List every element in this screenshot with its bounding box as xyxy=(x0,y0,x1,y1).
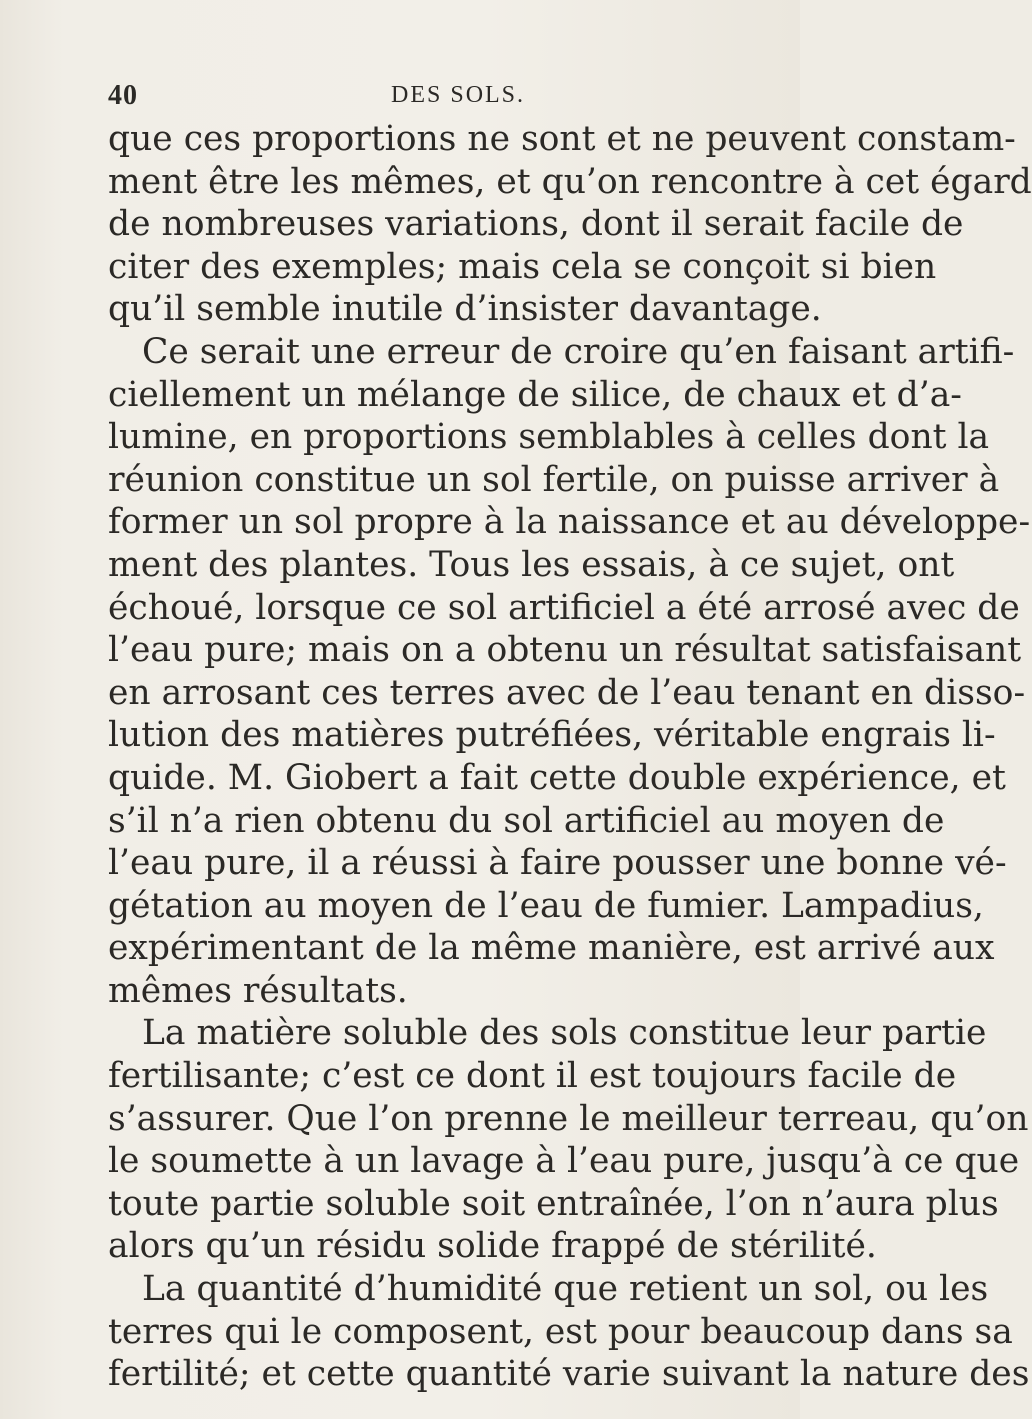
text-line: ciellement un mélange de silice, de chaux et d’a- xyxy=(108,374,962,415)
text-line: quide. M. Giobert a fait cette double expérience, et xyxy=(108,757,1006,798)
text-line: l’eau pure; mais on a obtenu un résultat satisfaisant xyxy=(108,630,1022,671)
text-line: réunion constitue un sol fertile, on puisse arriver à xyxy=(108,459,1000,500)
text-line: toute partie soluble soit entraînée, l’on n’aura plus xyxy=(108,1183,999,1224)
text-line: lumine, en proportions semblables à celles dont la xyxy=(108,417,990,458)
text-line: en arrosant ces terres avec de l’eau tenant en disso- xyxy=(108,672,1026,713)
text-line: fertilité; et cette quantité varie suivant la nature des xyxy=(108,1354,1030,1395)
text-line: La matière soluble des sols constitue leur partie xyxy=(142,1013,987,1054)
text-line: terres qui le composent, est pour beaucoup dans sa xyxy=(108,1311,1013,1352)
text-line: s’assurer. Que l’on prenne le meilleur terreau, qu’on xyxy=(108,1098,1029,1139)
page-header xyxy=(108,76,708,116)
running-head: DES SOLS. xyxy=(391,82,526,108)
text-line: citer des exemples; mais cela se conçoit si bien xyxy=(108,246,937,287)
text-line: La quantité d’humidité que retient un sol, ou les xyxy=(142,1269,989,1310)
text-line: mêmes résultats. xyxy=(108,970,408,1011)
text-line: Ce serait une erreur de croire qu’en faisant artifi- xyxy=(142,331,1015,372)
text-line: gétation au moyen de l’eau de fumier. Lampadius, xyxy=(108,885,984,926)
page-number: 40 xyxy=(108,80,138,111)
text-line: s’il n’a rien obtenu du sol artificiel au moyen de xyxy=(108,800,945,841)
text-line: l’eau pure, il a réussi à faire pousser une bonne vé- xyxy=(108,843,1007,884)
text-line: qu’il semble inutile d’insister davantage. xyxy=(108,289,822,330)
text-line: expérimentant de la même manière, est arrivé aux xyxy=(108,928,995,969)
text-line: lution des matières putréfiées, véritable engrais li- xyxy=(108,715,996,756)
text-line: former un sol propre à la naissance et au développe- xyxy=(108,502,1031,543)
text-line: ment des plantes. Tous les essais, à ce sujet, ont xyxy=(108,544,955,585)
text-line: alors qu’un résidu solide frappé de stérilité. xyxy=(108,1226,877,1267)
text-line: ment être les mêmes, et qu’on rencontre à cet égard xyxy=(108,161,1032,202)
text-line: de nombreuses variations, dont il serait facile de xyxy=(108,204,964,245)
text-line: que ces proportions ne sont et ne peuvent constam- xyxy=(108,119,1016,159)
text-line: fertilisante; c’est ce dont il est toujours facile de xyxy=(108,1056,957,1097)
body-text xyxy=(108,118,1032,1396)
text-line: échoué, lorsque ce sol artificiel a été arrosé avec de xyxy=(108,587,1020,628)
text-line: le soumette à un lavage à l’eau pure, jusqu’à ce que xyxy=(108,1141,1020,1182)
